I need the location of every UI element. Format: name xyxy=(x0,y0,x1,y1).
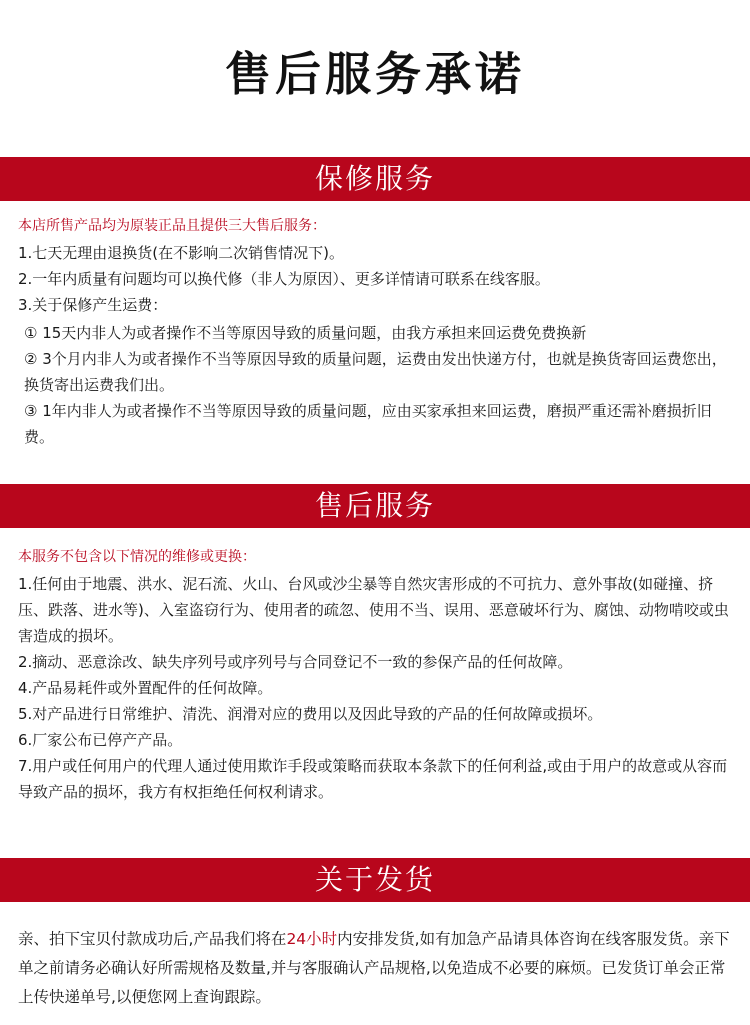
section-header-shipping: 关于发货 xyxy=(0,858,750,902)
shipping-highlight: 24小时 xyxy=(286,930,338,948)
section-header-after-sales: 售后服务 xyxy=(0,484,750,528)
section-header-warranty: 保修服务 xyxy=(0,157,750,201)
warranty-item: 1.七天无理由退换货(在不影响二次销售情况下)。 xyxy=(18,244,345,262)
warranty-item: 2.一年内质量有问题均可以换代修（非人为原因）、更多详情请可联系在线客服。 xyxy=(18,270,550,288)
after-sales-lead: 本服务不包含以下情况的维修或更换： xyxy=(18,549,256,565)
warranty-lead: 本店所售产品均为原装正品且提供三大售后服务： xyxy=(18,218,326,234)
warranty-sub-item: ① 15天内非人为或者操作不当等原因导致的质量问题，由我方承担来回运费免费换新 xyxy=(24,324,587,342)
warranty-sub-item: ② 3个月内非人为或者操作不当等原因导致的质量问题，运费由发出快递方付，也就是换货寄回运费您出，换货寄出运费我们出。 xyxy=(24,350,727,394)
page-title: 售后服务承诺 xyxy=(225,47,525,101)
shipping-text-before: 亲、拍下宝贝付款成功后,产品我们将在 xyxy=(18,930,287,948)
warranty-item: 3.关于保修产生运费： xyxy=(18,296,168,314)
after-sales-item: 7.用户或任何用户的代理人通过使用欺诈手段或策略而获取本条款下的任何利益,或由于用户的故意或从容而导致产品的损坏，我方有权拒绝任何权利请求。 xyxy=(18,757,728,801)
after-sales-item: 4.产品易耗件或外置配件的任何故障。 xyxy=(18,679,273,697)
warranty-sub-item: ③ 1年内非人为或者操作不当等原因导致的质量问题，应由买家承担来回运费，磨损严重还需补磨损折旧费。 xyxy=(24,402,712,446)
warranty-section-body xyxy=(18,214,740,450)
after-sales-item: 6.厂家公布已停产产品。 xyxy=(18,731,183,749)
after-sales-item: 5.对产品进行日常维护、清洗、润滑对应的费用以及因此导致的产品的任何故障或损坏。 xyxy=(18,705,603,723)
after-sales-section-body xyxy=(18,545,740,805)
shipping-text xyxy=(18,925,740,1012)
shipping-text-after: 内安排发货,如有加急产品请具体咨询在线客服发货。亲下单之前请务必确认好所需规格及数量,并与客服确认产品规格,以免造成不必要的麻烦。已发货订单会正常上传快递单号,以便您网上查询跟踪。 xyxy=(18,930,730,1006)
after-sales-item: 2.摘动、恶意涂改、缺失序列号或序列号与合同登记不一致的参保产品的任何故障。 xyxy=(18,653,573,671)
after-sales-item: 1.任何由于地震、洪水、泥石流、火山、台风或沙尘暴等自然灾害形成的不可抗力、意外事故(如碰撞、挤压、跌落、进水等)、入室盗窃行为、使用者的疏忽、使用不当、误用、恶意破坏行为、腐蚀、动物啃咬或虫害造成的损坏。 xyxy=(18,575,729,645)
